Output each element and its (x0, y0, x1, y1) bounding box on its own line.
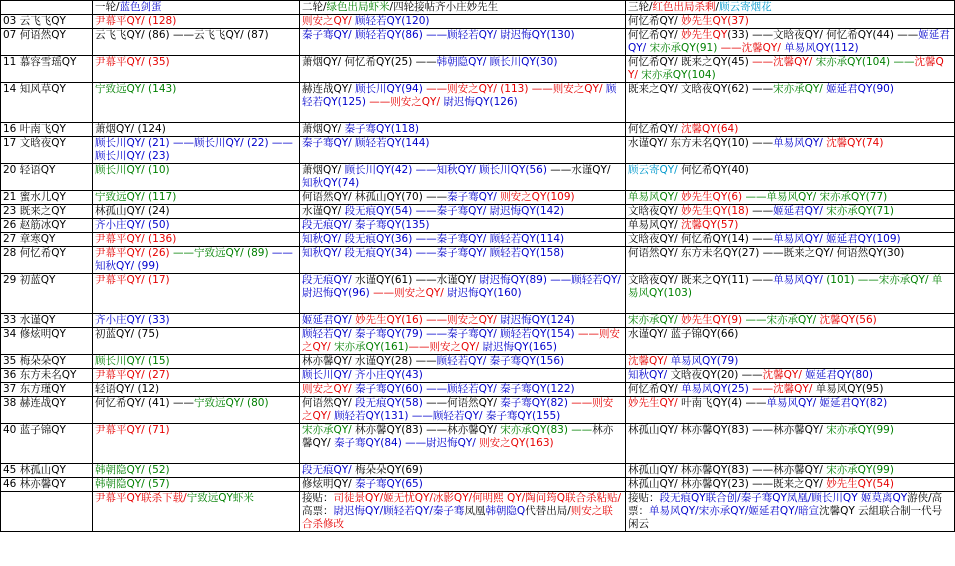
cell-text-run: 蓝色剑蛋 (119, 1, 162, 13)
cell-text-run: 尹幕平QY/ (27) (95, 369, 170, 381)
round-2-cell (300, 164, 626, 191)
cell-text-run: 赫连战QY/ (302, 83, 356, 95)
cell-text-run: 妙先生QY(16) ——则安之QY/ (355, 314, 501, 326)
round-2-cell (300, 492, 626, 532)
table-row (1, 383, 955, 397)
cell-text-run: 段无痕QY/ (302, 464, 356, 476)
round-1-cell (93, 164, 300, 191)
cell-text-run: ——则安之QY/ (302, 328, 620, 353)
round-2-cell (300, 56, 626, 83)
cell-text-run: 文晗夜QY/ 既来之QY(11) —— (628, 274, 774, 286)
round-1-cell (93, 191, 300, 205)
round-3-cell (626, 137, 955, 164)
round-3-cell (626, 15, 955, 29)
cell-text-run: 林孤山QY/ (24) (95, 205, 170, 217)
cell-text-run: 顾轻若QY(114) (489, 233, 565, 245)
round-3-cell (626, 397, 955, 424)
cell-text-run: 何语然QY/ 林孤山QY(70) —— (302, 191, 448, 203)
cell-text-run: 韩朝隐QY/ (52) (95, 464, 170, 476)
cell-text-run: 姬延君QY/ (302, 314, 356, 326)
table-row (1, 247, 955, 274)
cell-text-run: 林亦馨QY/ (302, 424, 614, 449)
cell-text-run: 何忆希QY/ (41) —— (95, 397, 194, 409)
cell-text-run: 顾轻若QY/ 秦子骞QY(79) ——秦子骞QY/ 顾轻若QY(154) (302, 328, 578, 340)
cell-text-run: 何忆希QY/ (628, 15, 682, 27)
table-row (1, 123, 955, 137)
round-2-cell (300, 205, 626, 219)
cell-text-run: 宋亦承QY(71) (826, 205, 894, 217)
round-1-cell (93, 397, 300, 424)
cell-text-run: 单易风QY/ 姬延君QY(82) (766, 397, 888, 409)
cell-text-run: 知秋QY/ (628, 369, 671, 381)
round-3-cell (626, 314, 955, 328)
cell-text-run: 顾云寄烟花 (719, 1, 772, 13)
cell-text-run: 何忆希QY/ (628, 29, 682, 41)
cell-text-run: 单易风QY(79) (670, 355, 739, 367)
cell-text-run: 沈馨QY(56) (819, 314, 877, 326)
table-row (1, 29, 955, 56)
cell-text-run: 宋亦承QY/ (302, 424, 356, 436)
cell-text-run: 林亦馨QY(83) ——林亦馨QY/ (355, 424, 501, 436)
player-name-cell: 20 轻语QY (1, 164, 93, 191)
header-round-3 (626, 1, 955, 15)
cell-text-run: ——宁致远QY/ (89) (172, 247, 272, 259)
cell-text-run: 段无痕QY/ 秦子骞QY(135) (302, 219, 430, 231)
cell-text-run: 宋亦承QY(99) (826, 464, 894, 476)
cell-text-run: 韩朝隐Q (485, 505, 526, 517)
round-3-cell (626, 247, 955, 274)
round-2-cell (300, 464, 626, 478)
cell-text-run: ——单易风QY/ 宋亦承QY(77) (745, 191, 888, 203)
cell-text-run: 修炫明QY/ (302, 478, 356, 490)
round-1-cell (93, 29, 300, 56)
cell-text-run: 文晗夜QY/ (628, 205, 682, 217)
round-3-cell (626, 219, 955, 233)
table-row (1, 83, 955, 123)
table-row (1, 191, 955, 205)
cell-text-run: 妙先生QY (681, 29, 728, 41)
cell-text-run: 顾轻若QY/ 秦子骞QY(156) (436, 355, 565, 367)
round-3-cell (626, 369, 955, 383)
cell-text-run: 文晗夜QY(20) —— (670, 369, 763, 381)
round-3-cell (626, 328, 955, 355)
cell-text-run: 段无痕QY(58) (355, 397, 427, 409)
cell-text-run: 红色出局杀剩 (652, 1, 716, 13)
header-round-2 (300, 1, 626, 15)
cell-text-run: 宁致远QY/ (143) (95, 83, 177, 95)
header-row (1, 1, 955, 15)
cell-text-run: 尉迟悔QY(160) (447, 287, 522, 299)
cell-text-run: 何语然QY/ 东方未名QY(27) ——既来之QY/ 何语然QY(30) (628, 247, 905, 259)
cell-text-run: 宋亦承QY(91) (649, 42, 721, 54)
cell-text-run: 秦子骞QY/ (302, 29, 356, 41)
round-3-cell (626, 274, 955, 314)
cell-text-run: 三轮/ (628, 1, 653, 13)
player-name-cell: 28 何忆希QY (1, 247, 93, 274)
cell-text-run: 韩朝隐QY/ 顾长川QY(30) (436, 56, 558, 68)
cell-text-run: 接贴： (628, 492, 660, 504)
round-3-cell (626, 383, 955, 397)
cell-text-run: 尉迟悔QY(124) (500, 314, 575, 326)
cell-text-run: ——则安之QY/ (373, 287, 448, 299)
round-3-cell (626, 233, 955, 247)
cell-text-run: 顾轻若QY(120) (351, 15, 430, 27)
cell-text-run: 沈馨QY/ (762, 369, 806, 381)
cell-text-run: 何忆希QY(40) (681, 164, 749, 176)
round-2-cell (300, 247, 626, 274)
round-2-cell (300, 314, 626, 328)
cell-text-run: 林孤山QY/ 林亦馨QY(23) ——既来之QY/ (628, 478, 827, 490)
round-1-cell (93, 274, 300, 314)
round-3-cell (626, 492, 955, 532)
cell-text-run: 则安之QY/ (302, 383, 356, 395)
cell-text-run: 司徒景QY/姬无忧QY/冰影QY/何明熙 QY/陶问筠Q联合杀粘贴/ (333, 492, 622, 504)
cell-text-run: 宋亦承QY(104) (641, 69, 716, 81)
player-name-cell: 11 慕容雪瑶QY (1, 56, 93, 83)
cell-text-run: ——水谨QY/ (550, 164, 611, 176)
cell-text-run: / (715, 1, 720, 13)
cell-text-run: 尉迟悔QY(126) (443, 96, 518, 108)
cell-text-run: 萧烟QY/ (124) (95, 123, 166, 135)
table-row (1, 219, 955, 233)
player-name-cell: 45 林孤山QY (1, 464, 93, 478)
cell-text-run: ——何语然QY/ (426, 397, 501, 409)
round-2-cell (300, 274, 626, 314)
round-1-cell (93, 83, 300, 123)
cell-text-run: 秦子骞QY(65) (355, 478, 423, 490)
cell-text-run: 姬延君QY(90) (826, 83, 894, 95)
cell-text-run: 姬延君QY(80) (805, 369, 873, 381)
table-row (1, 492, 955, 532)
table-row (1, 328, 955, 355)
cell-text-run: 妙先生QY(54) (826, 478, 894, 490)
cell-text-run: 顾轻若QY(158) (489, 247, 565, 259)
round-1-cell (93, 219, 300, 233)
cell-text-run: 顾长川QY(42) ——知秋QY/ 顾长川QY(56) (344, 164, 551, 176)
cell-text-run: 梅朵朵QY(69) (355, 464, 423, 476)
round-1-cell (93, 15, 300, 29)
cell-text-run: 齐小庄QY/ (50) (95, 219, 170, 231)
cell-text-run: 姬延君QY/ (628, 29, 950, 54)
cell-text-run: 代替出局/ (525, 505, 571, 517)
cell-text-run: (101) ——宋亦承QY/ 单易风QY(103) (628, 274, 943, 299)
cell-text-run: 秦子骞QY/ (447, 191, 501, 203)
cell-text-run: 顾轻若QY(125) (302, 83, 617, 108)
cell-text-run: 尉迟悔QY(130) (500, 29, 575, 41)
cell-text-run: 秦子骞QY(118) (344, 123, 419, 135)
cell-text-run: 知秋QY/ 段无痕QY(34) ——秦子骞QY/ (302, 247, 490, 259)
cell-text-run: 萧烟QY/ 何忆希QY(25) —— (302, 56, 437, 68)
cell-text-run: 既来之QY/ 文晗夜QY(62) —— (628, 83, 774, 95)
cell-text-run: 单易风QY/宋亦承QY/姬延君QY/暗宣 (649, 505, 820, 517)
cell-text-run: 则安之联合杀修改 (302, 505, 613, 530)
round-2-cell (300, 219, 626, 233)
table-body (1, 15, 955, 532)
cell-text-run: 二轮/ (302, 1, 327, 13)
cell-text-run: ——宋亦承QY/ (745, 314, 820, 326)
round-2-cell (300, 355, 626, 369)
cell-text-run: 顾轻若QY(131) ——顾轻若QY/ 秦子骞QY(155) (334, 410, 561, 422)
cell-text-run: 顾云寄QY/ (628, 164, 682, 176)
player-name-cell: 14 知风草QY (1, 83, 93, 123)
player-name-cell: 46 林亦馨QY (1, 478, 93, 492)
cell-text-run: 尉迟悔QY/顾轻若QY/秦子骞 (333, 505, 465, 517)
cell-text-run: 宁致远QY/ (117) (95, 191, 177, 203)
round-1-cell (93, 478, 300, 492)
round-3-cell (626, 191, 955, 205)
cell-text-run: 水谨QY/ 蓝子锦QY(66) (628, 328, 739, 340)
table-row (1, 164, 955, 191)
round-1-cell (93, 355, 300, 369)
round-1-cell (93, 56, 300, 83)
cell-text-run: 叶南飞QY(4) —— (681, 397, 767, 409)
cell-text-run: 单易风QY/ (628, 219, 682, 231)
cell-text-run: 沈馨QY/ (628, 355, 671, 367)
cell-text-run: ——知秋QY/ (99) (95, 247, 293, 272)
player-name-cell: 21 蜜水儿QY (1, 191, 93, 205)
cell-text-run: 秦子骞QY(60) ——顾轻若QY/ 秦子骞QY(122) (355, 383, 575, 395)
table-row (1, 233, 955, 247)
round-2-cell (300, 191, 626, 205)
cell-text-run: 宋亦承QY/ (773, 83, 827, 95)
player-name-cell: 07 何语然QY (1, 29, 93, 56)
round-3-cell (626, 478, 955, 492)
table-row (1, 56, 955, 83)
player-name-cell: 16 叶南飞QY (1, 123, 93, 137)
round-3-cell (626, 205, 955, 219)
round-1-cell (93, 369, 300, 383)
cell-text-run: 妙先生QY(37) (681, 15, 749, 27)
player-name-cell: 36 东方未名QY (1, 369, 93, 383)
cell-text-run: 尹幕平QY/ (26) (95, 247, 173, 259)
table-row (1, 478, 955, 492)
cell-text-run: 尹幕平QY/ (17) (95, 274, 170, 286)
round-3-cell (626, 464, 955, 478)
round-3-cell (626, 83, 955, 123)
round-2-cell (300, 328, 626, 355)
table-row (1, 464, 955, 478)
player-name-cell: 23 既来之QY (1, 205, 93, 219)
cell-text-run: 尉迟悔QY(165) (482, 341, 557, 353)
cell-text-run: 宁致远QY虾米 (186, 492, 254, 504)
cell-text-run: 齐小庄QY/ (33) (95, 314, 170, 326)
cell-text-run: 游侠/高票： (628, 492, 943, 517)
table-row (1, 397, 955, 424)
player-name-cell: 17 文晗夜QY (1, 137, 93, 164)
cell-text-run: 萧烟QY/ (302, 164, 345, 176)
round-2-cell (300, 397, 626, 424)
table-row (1, 205, 955, 219)
round-3-cell (626, 424, 955, 464)
cell-text-run: ——则安之QY/ (408, 341, 483, 353)
round-1-cell (93, 314, 300, 328)
cell-text-run: /四轮接帖齐小庄妙先生 (389, 1, 499, 13)
cell-text-run: 知秋QY(74) (302, 177, 360, 189)
cell-text-run: ——则安之QY/ (302, 397, 614, 422)
cell-text-run: 段无痕QY联合创/秦子骞QY凤凰/顾长川QY 姬莫离QY (659, 492, 908, 504)
cell-text-run: 尹幕平QY/ (136) (95, 233, 177, 245)
round-2-cell (300, 137, 626, 164)
player-name-cell: 40 蓝子锦QY (1, 424, 93, 464)
cell-text-run: 一轮/ (95, 1, 120, 13)
round-3-cell (626, 355, 955, 369)
round-3-cell (626, 29, 955, 56)
cell-text-run: 单易风QY/ (628, 191, 682, 203)
round-3-cell (626, 123, 955, 137)
cell-text-run: 尹幕平QY/ (35) (95, 56, 170, 68)
player-name-cell: 26 赵筋冰QY (1, 219, 93, 233)
cell-text-run: (33) ——文晗夜QY/ 何忆希QY(44) —— (727, 29, 919, 41)
cell-text-run: 单易风QY/ (773, 137, 827, 149)
cell-text-run: 单易风QY(95) (815, 383, 884, 395)
cell-text-run: 萧烟QY/ (302, 123, 345, 135)
cell-text-run: ——沈馨QY/ (720, 42, 785, 54)
round-1-cell (93, 492, 300, 532)
round-2-cell (300, 83, 626, 123)
cell-text-run: 水谨QY/ (302, 205, 345, 217)
cell-text-run: 单易风QY/ (773, 274, 827, 286)
cell-text-run: 云飞飞QY/ (86) ——云飞飞QY/ (87) (95, 29, 269, 41)
cell-text-run: 妙先生QY/ (628, 397, 682, 409)
cell-text-run: 林孤山QY/ 林亦馨QY(83) ——林亦馨QY/ (628, 464, 827, 476)
header-round-1 (93, 1, 300, 15)
cell-text-run: 绿色出局虾米 (326, 1, 390, 13)
round-1-cell (93, 123, 300, 137)
cell-text-run: 妙先生QY(9) (681, 314, 746, 326)
cell-text-run: ——则安之QY/ (113) ——则安之QY/ (426, 83, 606, 95)
round-1-cell (93, 424, 300, 464)
round-2-cell (300, 383, 626, 397)
table-row (1, 274, 955, 314)
cell-text-run: 顾长川QY(94) (355, 83, 427, 95)
table-row (1, 355, 955, 369)
cell-text-run: 秦子骞QY(84) ——尉迟悔QY/ (334, 437, 480, 449)
cell-text-run: 宋亦承QY/ (628, 314, 682, 326)
table-row (1, 137, 955, 164)
cell-text-run: 秦子骞QY(82) (500, 397, 572, 409)
cell-text-run: 凤凰 (464, 505, 486, 517)
round-2-cell (300, 424, 626, 464)
cell-text-run: 沈馨QY(74) (826, 137, 884, 149)
cell-text-run: —— (752, 205, 774, 217)
cell-text-run: 何忆希QY/ (628, 123, 682, 135)
cell-text-run: 单易风QY/ 姬延君QY(109) (773, 233, 901, 245)
player-name-cell (1, 492, 93, 532)
table-row (1, 369, 955, 383)
cell-text-run: 顾长川QY/ (21) ——顾长川QY/ (22) ——顾长川QY/ (23) (95, 137, 293, 162)
round-2-cell (300, 29, 626, 56)
cell-text-run: 单易风QY(112) (784, 42, 859, 54)
cell-text-run: 段无痕QY(54) ——秦子骞QY/ 尉迟悔QY(142) (344, 205, 565, 217)
table-row (1, 424, 955, 464)
round-1-cell (93, 247, 300, 274)
table-row (1, 15, 955, 29)
cell-text-run: 林孤山QY/ 林亦馨QY(83) ——林亦馨QY/ (628, 424, 827, 436)
cell-text-run: 何忆希QY/ 既来之QY(45) (628, 56, 753, 68)
player-name-cell: 34 修炫明QY (1, 328, 93, 355)
cell-text-run: 则安之QY(163) (479, 437, 554, 449)
round-2-cell (300, 123, 626, 137)
cell-text-run: 何忆希QY/ (628, 383, 682, 395)
cell-text-run: 沈馨QY(57) (681, 219, 739, 231)
cell-text-run: 则安之QY(109) (500, 191, 575, 203)
round-2-cell (300, 478, 626, 492)
cell-text-run: 段无痕QY/ (302, 274, 356, 286)
cell-text-run: ——沈馨QY/ (752, 383, 816, 395)
cell-text-run: 姬延君QY/ (773, 205, 827, 217)
player-name-cell: 33 水谨QY (1, 314, 93, 328)
header-player (1, 1, 93, 15)
cell-text-run: 沈馨QY 云組联合制一代号 闲云 (628, 505, 943, 530)
cell-text-run: 接贴： (302, 492, 334, 504)
player-name-cell: 38 赫连战QY (1, 397, 93, 424)
cell-text-run: 初蓝QY/ (75) (95, 328, 160, 340)
cell-text-run: ——则安之QY/ (369, 96, 444, 108)
cell-text-run: 文晗夜QY/ 何忆希QY(14) —— (628, 233, 774, 245)
round-1-cell (93, 233, 300, 247)
cell-text-run: 尹幕平QY联杀下载/ (95, 492, 187, 504)
cell-text-run: 水谨QY(61) ——水谨QY/ (355, 274, 480, 286)
player-name-cell: 27 章寒QY (1, 233, 93, 247)
round-1-cell (93, 137, 300, 164)
round-2-cell (300, 369, 626, 383)
player-name-cell: 29 初蓝QY (1, 274, 93, 314)
cell-text-run: 沈馨QY/ (628, 56, 944, 81)
cell-text-run: 尉迟悔QY(89) ——顾轻若QY/ 尉迟悔QY(96) (302, 274, 621, 299)
cell-text-run: 轻语QY/ (12) (95, 383, 160, 395)
cell-text-run: ——沈馨QY/ (752, 56, 816, 68)
player-name-cell: 03 云飞飞QY (1, 15, 93, 29)
cell-text-run: 单易风QY(25) (681, 383, 753, 395)
cell-text-run: 宋亦承QY(99) (826, 424, 894, 436)
cell-text-run: 宋亦承QY(161) (334, 341, 409, 353)
cell-text-run: 尹幕平QY/ (71) (95, 424, 170, 436)
round-2-cell (300, 15, 626, 29)
cell-text-run: 顾长川QY/ 齐小庄QY(43) (302, 369, 423, 381)
cell-text-run: 宁致远QY/ (80) (193, 397, 269, 409)
cell-text-run: 顾长川QY/ (15) (95, 355, 170, 367)
round-1-cell (93, 464, 300, 478)
cell-text-run: 妙先生QY(6) (681, 191, 746, 203)
round-1-cell (93, 383, 300, 397)
cell-text-run: 韩朝隐QY/ (57) (95, 478, 170, 490)
round-3-cell (626, 56, 955, 83)
round-1-cell (93, 205, 300, 219)
round-3-cell (626, 164, 955, 191)
cell-text-run: 顾轻若QY(86) ——顾轻若QY/ (355, 29, 501, 41)
cell-text-run: 高票： (302, 505, 334, 517)
cell-text-run: 沈馨QY(64) (681, 123, 739, 135)
cell-text-run: 妙先生QY(18) (681, 205, 753, 217)
cell-text-run: 知秋QY/ 段无痕QY(36) ——秦子骞QY/ (302, 233, 490, 245)
player-name-cell: 37 东方瑾QY (1, 383, 93, 397)
round-1-cell (93, 328, 300, 355)
cell-text-run: 顾长川QY/ (10) (95, 164, 170, 176)
table-row (1, 314, 955, 328)
round-2-cell (300, 233, 626, 247)
cell-text-run: 秦子骞QY/ 顾轻若QY(144) (302, 137, 430, 149)
cell-text-run: 尹幕平QY/ (128) (95, 15, 177, 27)
cell-text-run: 林亦馨QY/ 水谨QY(28) —— (302, 355, 437, 367)
cell-text-run: 宋亦承QY(83) —— (500, 424, 593, 436)
cell-text-run: 水谨QY/ 东方未名QY(10) —— (628, 137, 774, 149)
cell-text-run: 何语然QY/ (302, 397, 356, 409)
cell-text-run: 宋亦承QY(104) —— (815, 56, 915, 68)
player-name-cell: 35 梅朵朵QY (1, 355, 93, 369)
cell-text-run: 则安之QY/ (302, 15, 352, 27)
